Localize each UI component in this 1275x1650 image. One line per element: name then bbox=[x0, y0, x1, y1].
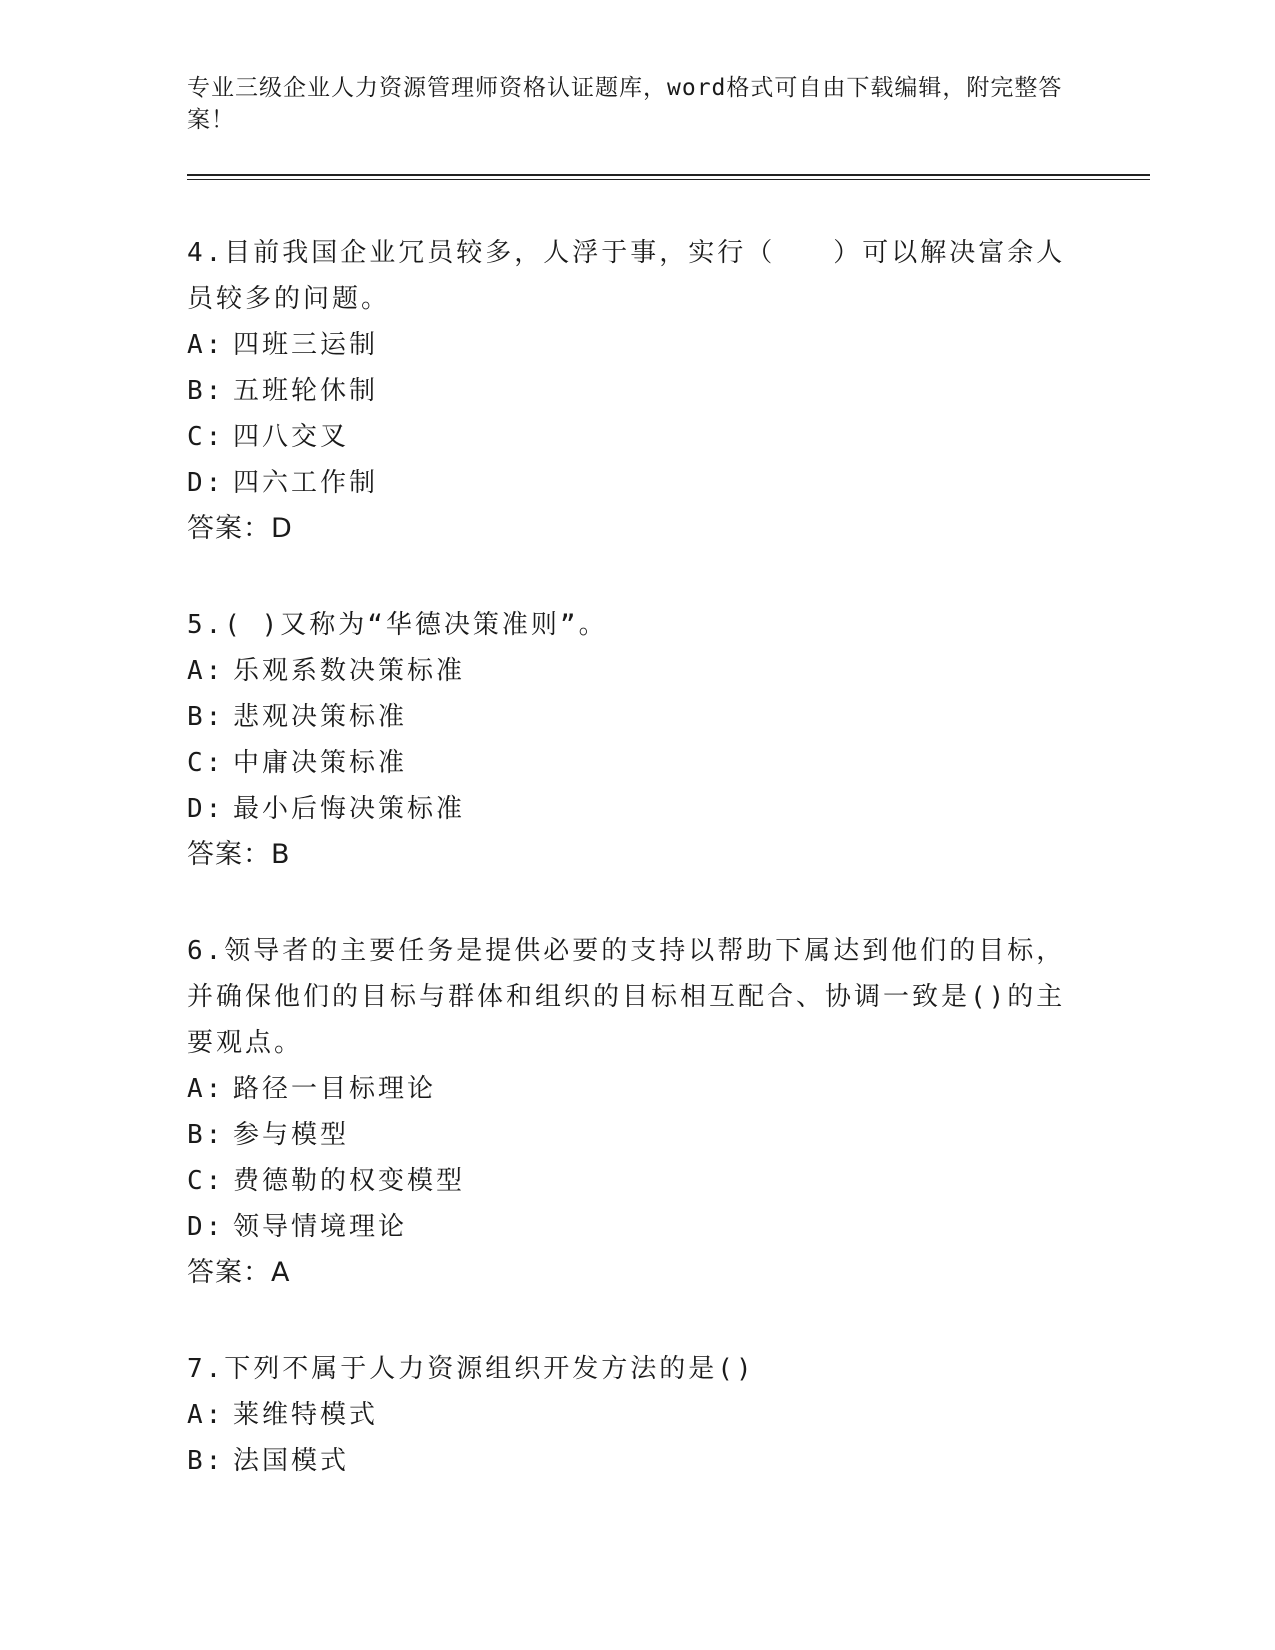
option-text: 四六工作制 bbox=[233, 468, 379, 498]
question-7 bbox=[187, 1346, 1147, 1484]
option-letter: A: bbox=[187, 1074, 225, 1104]
question-answer: 答案：B bbox=[187, 839, 291, 870]
option-letter: C: bbox=[187, 422, 225, 452]
option-b bbox=[187, 1112, 1147, 1158]
option-c bbox=[187, 1158, 1147, 1204]
header-divider bbox=[187, 174, 1150, 180]
document-header: 专业三级企业人力资源管理师资格认证题库，word格式可自由下载编辑，附完整答案！ bbox=[187, 75, 1063, 133]
option-letter: D: bbox=[187, 1212, 225, 1242]
option-text: 费德勒的权变模型 bbox=[233, 1166, 466, 1196]
question-5 bbox=[187, 602, 1147, 878]
option-letter: D: bbox=[187, 794, 225, 824]
question-6 bbox=[187, 928, 1147, 1296]
option-text: 悲观决策标准 bbox=[233, 702, 408, 732]
option-a bbox=[187, 322, 1147, 368]
option-letter: C: bbox=[187, 1166, 225, 1196]
option-letter: C: bbox=[187, 748, 225, 778]
question-answer: 答案：A bbox=[187, 1257, 291, 1288]
option-letter: A: bbox=[187, 1400, 225, 1430]
option-text: 参与模型 bbox=[233, 1120, 350, 1150]
option-a bbox=[187, 648, 1147, 694]
option-letter: B: bbox=[187, 1120, 225, 1150]
option-letter: A: bbox=[187, 330, 225, 360]
option-text: 四班三运制 bbox=[233, 330, 379, 360]
option-d bbox=[187, 786, 1147, 832]
option-text: 四八交叉 bbox=[233, 422, 350, 452]
question-4 bbox=[187, 230, 1147, 552]
option-letter: B: bbox=[187, 376, 225, 406]
document-page bbox=[187, 72, 1147, 1484]
option-text: 法国模式 bbox=[233, 1446, 350, 1476]
option-text: 五班轮休制 bbox=[233, 376, 379, 406]
option-text: 中庸决策标准 bbox=[233, 748, 408, 778]
option-d bbox=[187, 460, 1147, 506]
option-b bbox=[187, 368, 1147, 414]
option-letter: B: bbox=[187, 1446, 225, 1476]
option-b bbox=[187, 694, 1147, 740]
option-a bbox=[187, 1066, 1147, 1112]
question-answer: 答案：D bbox=[187, 513, 293, 544]
option-text: 路径一目标理论 bbox=[233, 1074, 437, 1104]
option-text: 最小后悔决策标准 bbox=[233, 794, 466, 824]
option-text: 莱维特模式 bbox=[233, 1400, 379, 1430]
option-b bbox=[187, 1438, 1147, 1484]
option-letter: A: bbox=[187, 656, 225, 686]
option-letter: B: bbox=[187, 702, 225, 732]
option-c bbox=[187, 740, 1147, 786]
option-c bbox=[187, 414, 1147, 460]
option-letter: D: bbox=[187, 468, 225, 498]
option-a bbox=[187, 1392, 1147, 1438]
question-stem: 5.( )又称为“华德决策准则”。 bbox=[187, 610, 608, 640]
question-stem: 6.领导者的主要任务是提供必要的支持以帮助下属达到他们的目标，并确保他们的目标与群体和组织的目标相互配合、协调一致是()的主要观点。 bbox=[187, 936, 1066, 1058]
question-stem: 7.下列不属于人力资源组织开发方法的是() bbox=[187, 1354, 755, 1384]
option-d bbox=[187, 1204, 1147, 1250]
question-stem: 4.目前我国企业冗员较多，人浮于事，实行（ ）可以解决富余人员较多的问题。 bbox=[187, 238, 1066, 314]
option-text: 乐观系数决策标准 bbox=[233, 656, 466, 686]
option-text: 领导情境理论 bbox=[233, 1212, 408, 1242]
